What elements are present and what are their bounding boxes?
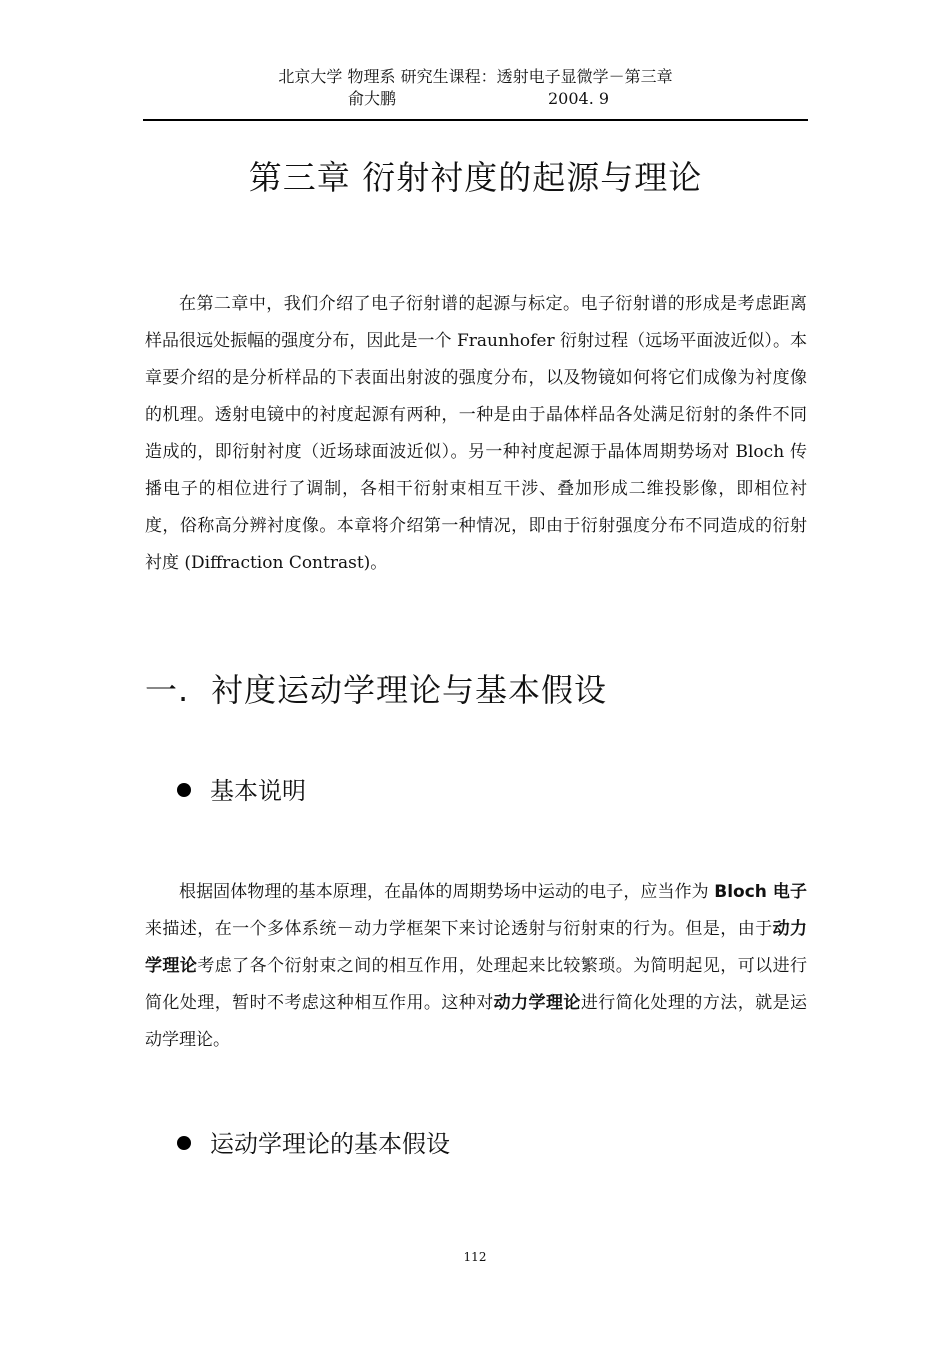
subsection-title-text: 基本说明 [210,777,306,805]
bold-term: 动力学理论 [493,993,581,1013]
section-title-text: 衬度运动学理论与基本假设 [211,671,608,709]
bold-term: Bloch 电子 [714,882,808,902]
bold-term: 动力学理论 [145,919,808,976]
subsection-heading-assumptions [177,1126,450,1162]
paragraph-text: 进行简化处理的方法，就是运动学理论。 [145,993,808,1050]
header-author: 俞大鹏 [348,89,397,108]
paragraph-text: 来描述，在一个多体系统－动力学框架下来讨论透射与衍射束的行为。但是，由于 [145,919,773,939]
bullet-icon [177,1136,191,1150]
header-date: 2004. 9 [548,89,610,108]
subsection-title-text: 运动学理论的基本假设 [210,1130,450,1158]
section-number: 一. [145,671,190,709]
header-course-line: 北京大学 物理系 研究生课程：透射电子显微学－第三章 [278,67,673,86]
basic-explanation-paragraph [145,874,807,1059]
paragraph-text: 考虑了各个衍射束之间的相互作用，处理起来比较繁琐。为简明起见，可以进行简化处理，暂时不考虑这种相互作用。这种对 [145,956,808,1013]
subsection-heading-basic [177,773,306,809]
header-divider [143,119,808,121]
intro-paragraph: 在第二章中，我们介绍了电子衍射谱的起源与标定。电子衍射谱的形成是考虑距离样品很远处振幅的强度分布，因此是一个 Fraunhofer 衍射过程（远场平面波近似）。本章要介绍的是分析样品的下表面出射波的强度分布，以及物镜如何将它们成像为衬度像的机理。透射电镜中的衬度起源有两种，一种是由于晶体样品各处满足衍射的条件不同造成的，即衍射衬度（近场球面波近似）。另一种衬度起源于晶体周期势场对 Bloch 传播电子的相位进行了调制，各相干衍射束相互干涉、叠加形成二维投影像，即相位衬度，俗称高分辨衬度像。本章将介绍第一种情况，即由于衍射强度分布不同造成的衍射衬度 (Diffraction Contrast)。 [145,294,807,573]
header-author-date-line [143,88,808,110]
chapter-title: 第三章 衍射衬度的起源与理论 [248,158,703,197]
page-number: 112 [463,1250,487,1264]
paragraph-text: 根据固体物理的基本原理，在晶体的周期势场中运动的电子，应当作为 [179,882,715,902]
page-header [143,66,808,110]
bullet-icon [177,783,191,797]
section-heading [145,664,607,716]
